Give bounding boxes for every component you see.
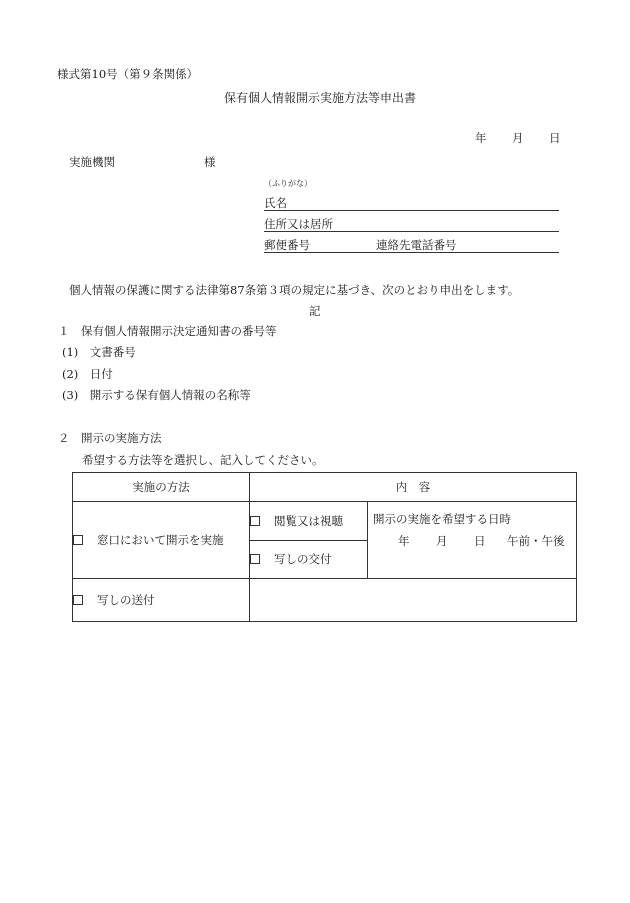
agency-label: 実施機関	[69, 155, 115, 169]
intro-text: 個人情報の保護に関する法律第87条第３項の規定に基づき、次のとおり申出をします。	[69, 283, 520, 297]
method-table	[72, 472, 577, 622]
ki-mark: 記	[309, 304, 321, 318]
option-view-cell[interactable]	[250, 502, 368, 541]
datetime-year[interactable]: 年	[398, 534, 410, 548]
datetime-label: 開示の実施を希望する日時	[373, 512, 511, 526]
option-view-label: 閲覧又は視聴	[274, 513, 343, 528]
datetime-month[interactable]: 月	[436, 534, 448, 548]
date-day[interactable]: 日	[549, 131, 561, 145]
date-year[interactable]: 年	[475, 131, 487, 145]
agency-honorific: 様	[204, 155, 216, 169]
option-copy-delivery-label: 写しの交付	[274, 552, 332, 567]
option-mail-cell[interactable]	[73, 579, 250, 622]
form-title: 保有個人情報開示実施方法等申出書	[224, 91, 417, 105]
header-method: 実施の方法	[73, 473, 250, 502]
phone-label: 連絡先電話番号	[376, 238, 457, 252]
section1-item-info-name: (3) 開示する保有個人情報の名称等	[62, 388, 251, 402]
datetime-ampm[interactable]: 午前・午後	[507, 534, 565, 548]
option-window-cell[interactable]	[73, 502, 250, 579]
mail-content-cell[interactable]	[250, 579, 577, 622]
postal-phone-field[interactable]	[264, 252, 559, 253]
address-field[interactable]	[264, 231, 559, 232]
postal-label: 郵便番号	[264, 238, 310, 252]
section1-item-document-number: (1) 文書番号	[62, 345, 136, 359]
view-checkbox[interactable]	[250, 516, 260, 526]
section1-item-date: (2) 日付	[62, 367, 113, 381]
furigana-label: （ふりがな）	[264, 179, 312, 188]
address-label: 住所又は居所	[264, 217, 333, 231]
option-mail-label: 写しの送付	[97, 593, 155, 607]
mail-checkbox[interactable]	[73, 595, 83, 605]
section2-heading: ２ 開示の実施方法	[58, 431, 162, 445]
section2-instruction: 希望する方法等を選択し、記入してください。	[82, 453, 324, 467]
option-copy-delivery-cell[interactable]	[250, 540, 368, 579]
section1-heading: １ 保有個人情報開示決定通知書の番号等	[58, 324, 277, 338]
copy-delivery-checkbox[interactable]	[250, 554, 260, 564]
option-window-label: 窓口において開示を実施	[97, 533, 224, 547]
datetime-day[interactable]: 日	[474, 534, 486, 548]
datetime-cell[interactable]	[368, 502, 577, 579]
window-checkbox[interactable]	[73, 535, 83, 545]
name-field[interactable]	[264, 210, 559, 211]
name-label: 氏名	[264, 196, 287, 210]
form-number: 様式第10号（第９条関係）	[57, 67, 199, 81]
header-content: 内 容	[250, 473, 577, 502]
date-month[interactable]: 月	[512, 131, 524, 145]
